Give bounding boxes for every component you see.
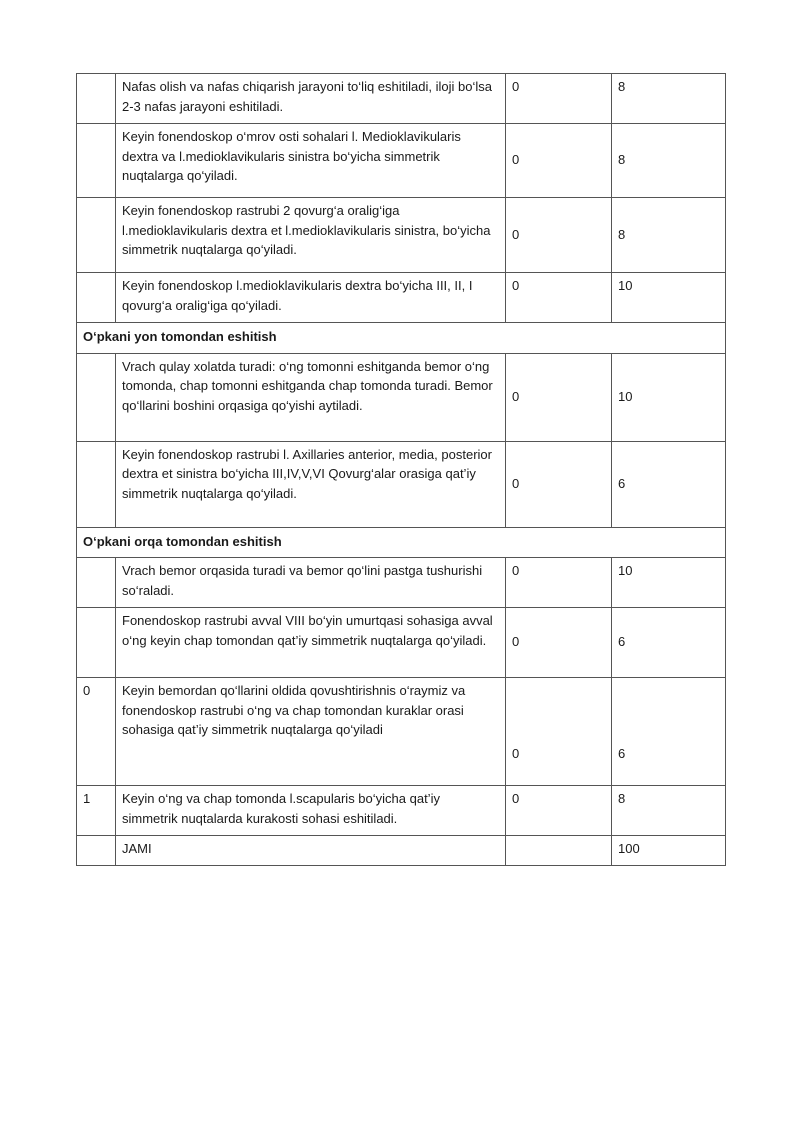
row-number <box>77 441 116 527</box>
table-row <box>77 441 726 527</box>
table-row <box>77 74 726 124</box>
checklist-table <box>76 73 726 866</box>
row-number <box>77 124 116 198</box>
row-text: Keyin fonendoskop l.medioklavikularis dextra bo‘yicha III, II, I qovurg‘a oralig‘iga qo‘yiladi. <box>116 273 506 323</box>
row-text: Keyin fonendoskop rastrubi 2 qovurg‘a oralig‘iga l.medioklavikularis dextra et l.medioklavikularis sinistra, bo‘yicha simmetrik nuqtalarga qo‘yiladi. <box>116 198 506 273</box>
row-number <box>77 273 116 323</box>
row-text: Fonendoskop rastrubi avval VIII bo‘yin umurtqasi sohasiga avval o‘ng keyin chap tomondan qat’iy simmetrik nuqtalarga qo‘yiladi. <box>116 608 506 678</box>
row-min-score: 0 <box>506 353 612 441</box>
row-text: Vrach bemor orqasida turadi va bemor qo‘lini pastga tushurishi so‘raladi. <box>116 558 506 608</box>
row-max-score <box>612 678 726 786</box>
row-text: Keyin fonendoskop o‘mrov osti sohalari l. Medioklavikularis dextra va l.medioklavikularis sinistra bo‘yicha simmetrik nuqtalarga qo‘yiladi. <box>116 124 506 198</box>
table-row <box>77 678 726 786</box>
row-number <box>77 608 116 678</box>
row-text: Nafas olish va nafas chiqarish jarayoni to‘liq eshitiladi, iloji bo‘lsa 2-3 nafas jarayoni eshitiladi. <box>116 74 506 124</box>
row-min-score-value: 0 <box>512 745 520 761</box>
table-row <box>77 608 726 678</box>
row-max-score: 10 <box>612 353 726 441</box>
row-min-score: 0 <box>506 198 612 273</box>
row-min-score: 0 <box>506 74 612 124</box>
section-header <box>77 323 726 354</box>
total-min-score <box>506 836 612 866</box>
row-max-score: 6 <box>612 441 726 527</box>
section-header <box>77 527 726 558</box>
section-title: O‘pkani yon tomondan eshitish <box>77 323 726 354</box>
row-max-score: 8 <box>612 786 726 836</box>
row-max-score: 6 <box>612 608 726 678</box>
row-text: Vrach qulay xolatda turadi: o‘ng tomonni eshitganda bemor o‘ng tomonda, chap tomonni eshitganda chap tomonda turadi. Bemor qo‘llarini boshini orqasiga qo‘yishi aytiladi. <box>116 353 506 441</box>
score-sheet-page <box>76 73 725 866</box>
row-max-score: 10 <box>612 273 726 323</box>
row-min-score <box>506 678 612 786</box>
row-min-score: 0 <box>506 558 612 608</box>
row-max-score-value: 6 <box>618 745 626 761</box>
row-number: 1 <box>77 786 116 836</box>
table-row <box>77 273 726 323</box>
row-max-score: 8 <box>612 74 726 124</box>
row-text: Keyin fonendoskop rastrubi l. Axillaries anterior, media, posterior dextra et sinistra bo‘yicha III,IV,V,VI Qovurg‘alar orasiga qat’iy simmetrik nuqtalarga qo‘yiladi. <box>116 441 506 527</box>
row-number <box>77 74 116 124</box>
total-label: JAMI <box>116 836 506 866</box>
row-text: Keyin bemordan qo‘llarini oldida qovushtirishnis o‘raymiz va fonendoskop rastrubi o‘ng va chap tomondan kuraklar orasi sohasiga qat’iy simmetrik nuqtalarga qo‘yiladi <box>116 678 506 786</box>
total-row <box>77 836 726 866</box>
row-max-score: 10 <box>612 558 726 608</box>
row-number <box>77 558 116 608</box>
row-min-score: 0 <box>506 273 612 323</box>
row-number: 0 <box>77 678 116 786</box>
row-min-score: 0 <box>506 124 612 198</box>
row-max-score: 8 <box>612 124 726 198</box>
table-row <box>77 786 726 836</box>
total-number <box>77 836 116 866</box>
row-number <box>77 198 116 273</box>
row-number <box>77 353 116 441</box>
row-max-score: 8 <box>612 198 726 273</box>
table-row <box>77 198 726 273</box>
total-max-score: 100 <box>612 836 726 866</box>
row-min-score: 0 <box>506 608 612 678</box>
row-text: Keyin o‘ng va chap tomonda l.scapularis bo‘yicha qat’iy simmetrik nuqtalarda kurakosti sohasi eshitiladi. <box>116 786 506 836</box>
table-row <box>77 558 726 608</box>
table-row <box>77 353 726 441</box>
section-title: O‘pkani orqa tomondan eshitish <box>77 527 726 558</box>
row-min-score: 0 <box>506 786 612 836</box>
table-row <box>77 124 726 198</box>
row-min-score: 0 <box>506 441 612 527</box>
